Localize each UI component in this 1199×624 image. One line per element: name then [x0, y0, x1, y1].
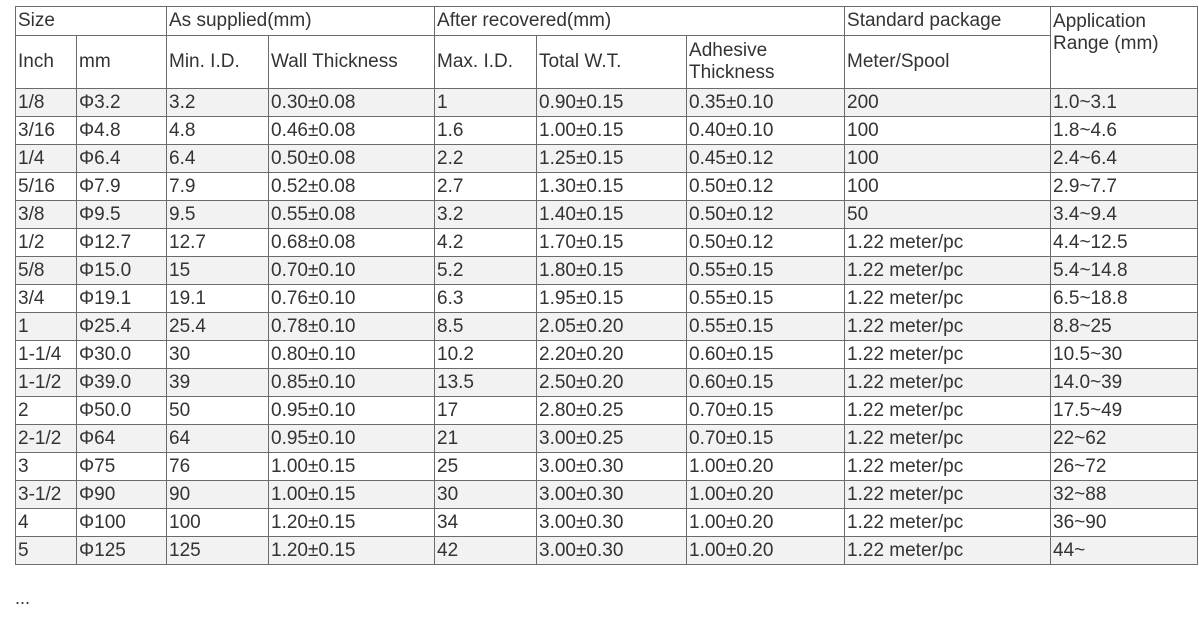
cell-total-wt: 1.95±0.15 — [537, 285, 687, 313]
cell-package: 100 — [845, 117, 1051, 145]
cell-package: 1.22 meter/pc — [845, 369, 1051, 397]
cell-inch: 3/8 — [16, 201, 77, 229]
cell-inch: 1 — [16, 313, 77, 341]
cell-total-wt: 1.00±0.15 — [537, 117, 687, 145]
cell-package: 1.22 meter/pc — [845, 341, 1051, 369]
cell-adhesive-thickness: 1.00±0.20 — [687, 509, 845, 537]
cell-adhesive-thickness: 0.60±0.15 — [687, 369, 845, 397]
cell-application-range: 1.8~4.6 — [1051, 117, 1198, 145]
spec-table — [15, 6, 1198, 565]
cell-adhesive-thickness: 0.55±0.15 — [687, 285, 845, 313]
cell-min-id: 7.9 — [167, 173, 269, 201]
cell-application-range: 5.4~14.8 — [1051, 257, 1198, 285]
cell-adhesive-thickness: 0.60±0.15 — [687, 341, 845, 369]
cell-total-wt: 2.20±0.20 — [537, 341, 687, 369]
cell-wall-thickness: 0.52±0.08 — [269, 173, 435, 201]
cell-wall-thickness: 0.76±0.10 — [269, 285, 435, 313]
cell-application-range: 36~90 — [1051, 509, 1198, 537]
header-wall-thickness: Wall Thickness — [269, 36, 435, 89]
cell-total-wt: 3.00±0.25 — [537, 425, 687, 453]
cell-package: 1.22 meter/pc — [845, 537, 1051, 565]
cell-max-id: 17 — [435, 397, 537, 425]
header-standard-package: Standard package — [845, 7, 1051, 36]
header-row-groups — [16, 7, 1198, 36]
cell-inch: 1/4 — [16, 145, 77, 173]
table-row — [16, 369, 1198, 397]
cell-adhesive-thickness: 0.55±0.15 — [687, 313, 845, 341]
cell-max-id: 42 — [435, 537, 537, 565]
cell-adhesive-thickness: 1.00±0.20 — [687, 453, 845, 481]
cell-wall-thickness: 0.55±0.08 — [269, 201, 435, 229]
cell-mm: Φ64 — [77, 425, 167, 453]
cell-adhesive-thickness: 0.45±0.12 — [687, 145, 845, 173]
cell-min-id: 4.8 — [167, 117, 269, 145]
cell-mm: Φ25.4 — [77, 313, 167, 341]
cell-min-id: 100 — [167, 509, 269, 537]
cell-max-id: 5.2 — [435, 257, 537, 285]
cell-mm: Φ39.0 — [77, 369, 167, 397]
cell-min-id: 15 — [167, 257, 269, 285]
table-row — [16, 425, 1198, 453]
cell-wall-thickness: 0.95±0.10 — [269, 397, 435, 425]
cell-min-id: 30 — [167, 341, 269, 369]
cell-wall-thickness: 0.85±0.10 — [269, 369, 435, 397]
cell-total-wt: 2.80±0.25 — [537, 397, 687, 425]
cell-inch: 3 — [16, 453, 77, 481]
cell-total-wt: 3.00±0.30 — [537, 509, 687, 537]
cell-package: 1.22 meter/pc — [845, 257, 1051, 285]
header-mm: mm — [77, 36, 167, 89]
table-row — [16, 229, 1198, 257]
cell-total-wt: 0.90±0.15 — [537, 89, 687, 117]
cell-package: 1.22 meter/pc — [845, 229, 1051, 257]
cell-mm: Φ125 — [77, 537, 167, 565]
cell-application-range: 2.9~7.7 — [1051, 173, 1198, 201]
cell-adhesive-thickness: 1.00±0.20 — [687, 481, 845, 509]
cell-application-range: 14.0~39 — [1051, 369, 1198, 397]
cell-mm: Φ3.2 — [77, 89, 167, 117]
cell-inch: 3-1/2 — [16, 481, 77, 509]
cell-wall-thickness: 0.68±0.08 — [269, 229, 435, 257]
cell-mm: Φ6.4 — [77, 145, 167, 173]
cell-application-range: 26~72 — [1051, 453, 1198, 481]
cell-application-range: 8.8~25 — [1051, 313, 1198, 341]
cell-max-id: 21 — [435, 425, 537, 453]
cell-application-range: 4.4~12.5 — [1051, 229, 1198, 257]
cell-application-range: 10.5~30 — [1051, 341, 1198, 369]
cell-inch: 1-1/4 — [16, 341, 77, 369]
cell-max-id: 6.3 — [435, 285, 537, 313]
cell-min-id: 25.4 — [167, 313, 269, 341]
cell-application-range: 3.4~9.4 — [1051, 201, 1198, 229]
cell-mm: Φ75 — [77, 453, 167, 481]
header-adhesive-thickness: Adhesive Thickness — [687, 36, 845, 89]
cell-max-id: 34 — [435, 509, 537, 537]
header-size: Size — [16, 7, 167, 36]
cell-wall-thickness: 1.20±0.15 — [269, 537, 435, 565]
cell-min-id: 64 — [167, 425, 269, 453]
cell-application-range: 6.5~18.8 — [1051, 285, 1198, 313]
cell-total-wt: 3.00±0.30 — [537, 453, 687, 481]
header-after-recovered: After recovered(mm) — [435, 7, 845, 36]
cell-mm: Φ50.0 — [77, 397, 167, 425]
cell-wall-thickness: 1.20±0.15 — [269, 509, 435, 537]
cell-application-range: 1.0~3.1 — [1051, 89, 1198, 117]
cell-package: 50 — [845, 201, 1051, 229]
cell-package: 1.22 meter/pc — [845, 453, 1051, 481]
cell-application-range: 22~62 — [1051, 425, 1198, 453]
cell-wall-thickness: 0.95±0.10 — [269, 425, 435, 453]
cell-max-id: 1 — [435, 89, 537, 117]
cell-package: 1.22 meter/pc — [845, 425, 1051, 453]
cell-application-range: 2.4~6.4 — [1051, 145, 1198, 173]
cell-package: 1.22 meter/pc — [845, 285, 1051, 313]
cell-inch: 3/4 — [16, 285, 77, 313]
cell-inch: 5/8 — [16, 257, 77, 285]
header-total-wt: Total W.T. — [537, 36, 687, 89]
cell-total-wt: 1.30±0.15 — [537, 173, 687, 201]
cell-min-id: 9.5 — [167, 201, 269, 229]
cell-total-wt: 3.00±0.30 — [537, 537, 687, 565]
cell-inch: 1/8 — [16, 89, 77, 117]
cell-max-id: 2.7 — [435, 173, 537, 201]
cell-total-wt: 3.00±0.30 — [537, 481, 687, 509]
cell-min-id: 6.4 — [167, 145, 269, 173]
cell-mm: Φ100 — [77, 509, 167, 537]
cell-max-id: 1.6 — [435, 117, 537, 145]
cell-inch: 2-1/2 — [16, 425, 77, 453]
cell-min-id: 50 — [167, 397, 269, 425]
cell-adhesive-thickness: 0.70±0.15 — [687, 425, 845, 453]
cell-inch: 1/2 — [16, 229, 77, 257]
cell-max-id: 4.2 — [435, 229, 537, 257]
cell-total-wt: 1.40±0.15 — [537, 201, 687, 229]
cell-max-id: 8.5 — [435, 313, 537, 341]
table-row — [16, 341, 1198, 369]
cell-mm: Φ30.0 — [77, 341, 167, 369]
table-row — [16, 257, 1198, 285]
cell-min-id: 3.2 — [167, 89, 269, 117]
cell-inch: 2 — [16, 397, 77, 425]
cell-min-id: 76 — [167, 453, 269, 481]
header-inch: Inch — [16, 36, 77, 89]
cell-min-id: 19.1 — [167, 285, 269, 313]
cell-mm: Φ15.0 — [77, 257, 167, 285]
cell-wall-thickness: 0.50±0.08 — [269, 145, 435, 173]
table-row — [16, 313, 1198, 341]
cell-package: 200 — [845, 89, 1051, 117]
cell-adhesive-thickness: 0.50±0.12 — [687, 201, 845, 229]
table-row — [16, 145, 1198, 173]
cell-total-wt: 1.25±0.15 — [537, 145, 687, 173]
cell-inch: 4 — [16, 509, 77, 537]
header-max-id: Max. I.D. — [435, 36, 537, 89]
cell-mm: Φ90 — [77, 481, 167, 509]
cell-total-wt: 1.70±0.15 — [537, 229, 687, 257]
cell-inch: 1-1/2 — [16, 369, 77, 397]
cell-package: 100 — [845, 173, 1051, 201]
cell-wall-thickness: 1.00±0.15 — [269, 481, 435, 509]
cell-max-id: 25 — [435, 453, 537, 481]
table-row — [16, 201, 1198, 229]
header-application-range: Application Range (mm) — [1051, 7, 1198, 89]
cell-max-id: 30 — [435, 481, 537, 509]
table-body — [16, 89, 1198, 565]
cell-wall-thickness: 1.00±0.15 — [269, 453, 435, 481]
cell-mm: Φ4.8 — [77, 117, 167, 145]
cell-package: 1.22 meter/pc — [845, 509, 1051, 537]
cell-mm: Φ7.9 — [77, 173, 167, 201]
cell-package: 1.22 meter/pc — [845, 397, 1051, 425]
cell-application-range: 44~ — [1051, 537, 1198, 565]
cell-package: 100 — [845, 145, 1051, 173]
cell-mm: Φ19.1 — [77, 285, 167, 313]
cell-wall-thickness: 0.30±0.08 — [269, 89, 435, 117]
cell-wall-thickness: 0.70±0.10 — [269, 257, 435, 285]
cell-total-wt: 2.05±0.20 — [537, 313, 687, 341]
cell-mm: Φ12.7 — [77, 229, 167, 257]
cell-package: 1.22 meter/pc — [845, 481, 1051, 509]
cell-adhesive-thickness: 0.35±0.10 — [687, 89, 845, 117]
cell-max-id: 10.2 — [435, 341, 537, 369]
cell-package: 1.22 meter/pc — [845, 313, 1051, 341]
cell-application-range: 32~88 — [1051, 481, 1198, 509]
cell-inch: 5/16 — [16, 173, 77, 201]
cell-total-wt: 1.80±0.15 — [537, 257, 687, 285]
table-row — [16, 117, 1198, 145]
cell-adhesive-thickness: 0.50±0.12 — [687, 229, 845, 257]
header-row-columns — [16, 36, 1198, 89]
cell-mm: Φ9.5 — [77, 201, 167, 229]
table-row — [16, 481, 1198, 509]
cell-wall-thickness: 0.78±0.10 — [269, 313, 435, 341]
cell-max-id: 3.2 — [435, 201, 537, 229]
cell-max-id: 2.2 — [435, 145, 537, 173]
cell-inch: 3/16 — [16, 117, 77, 145]
table-row — [16, 173, 1198, 201]
cell-wall-thickness: 0.80±0.10 — [269, 341, 435, 369]
table-row — [16, 509, 1198, 537]
header-as-supplied: As supplied(mm) — [167, 7, 435, 36]
table-row — [16, 453, 1198, 481]
cell-min-id: 125 — [167, 537, 269, 565]
table-row — [16, 89, 1198, 117]
table-row — [16, 537, 1198, 565]
cell-adhesive-thickness: 0.70±0.15 — [687, 397, 845, 425]
header-meter-spool: Meter/Spool — [845, 36, 1051, 89]
cell-application-range: 17.5~49 — [1051, 397, 1198, 425]
cell-adhesive-thickness: 0.50±0.12 — [687, 173, 845, 201]
cell-min-id: 12.7 — [167, 229, 269, 257]
cell-wall-thickness: 0.46±0.08 — [269, 117, 435, 145]
table-row — [16, 397, 1198, 425]
header-min-id: Min. I.D. — [167, 36, 269, 89]
cell-adhesive-thickness: 0.40±0.10 — [687, 117, 845, 145]
cell-min-id: 90 — [167, 481, 269, 509]
cell-min-id: 39 — [167, 369, 269, 397]
cell-adhesive-thickness: 0.55±0.15 — [687, 257, 845, 285]
cell-inch: 5 — [16, 537, 77, 565]
cell-adhesive-thickness: 1.00±0.20 — [687, 537, 845, 565]
table-row — [16, 285, 1198, 313]
cell-max-id: 13.5 — [435, 369, 537, 397]
cell-total-wt: 2.50±0.20 — [537, 369, 687, 397]
ellipsis-more: ... — [15, 588, 31, 608]
